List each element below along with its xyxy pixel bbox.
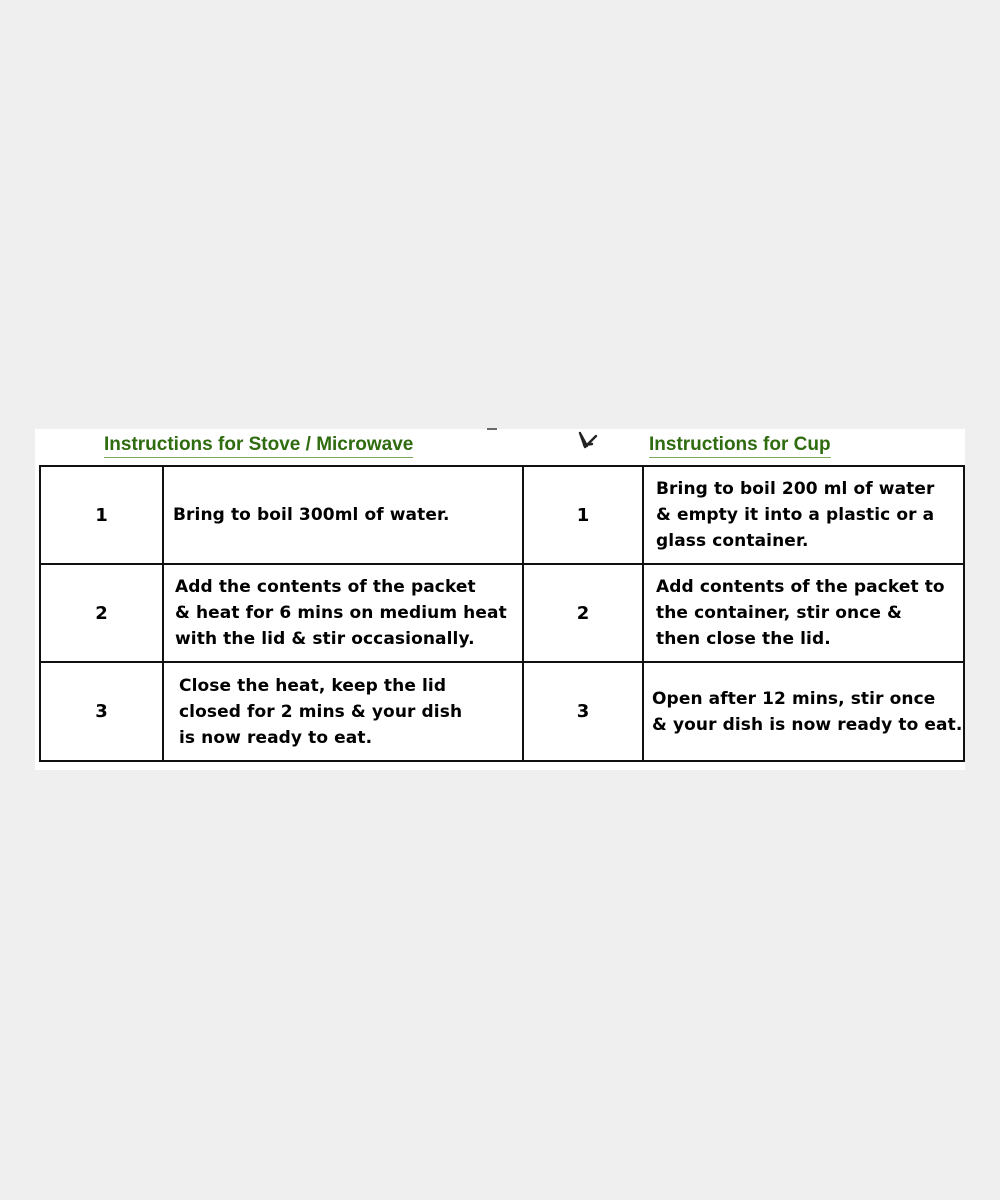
cup-step-text: Bring to boil 200 ml of water & empty it into a plastic or a glass container. [643,466,964,564]
cup-step-number: 1 [523,466,643,564]
decorative-dash [487,428,497,430]
stove-step-number: 3 [40,662,163,761]
table-row [40,466,964,564]
cup-step-text: Add contents of the packet to the container, stir once & then close the lid. [643,564,964,662]
stove-step-number: 1 [40,466,163,564]
stove-step-text: Add the contents of the packet & heat for 6 mins on medium heat with the lid & stir occasionally. [163,564,523,662]
stove-instructions-heading: Instructions for Stove / Microwave [104,433,413,458]
table-row [40,662,964,761]
stove-step-text: Bring to boil 300ml of water. [163,466,523,564]
stove-step-text: Close the heat, keep the lid closed for 2 mins & your dish is now ready to eat. [163,662,523,761]
cup-instructions-heading: Instructions for Cup [649,433,831,458]
cup-step-number: 3 [523,662,643,761]
decorative-sprig-icon [578,430,600,450]
cup-step-number: 2 [523,564,643,662]
instructions-table [39,465,965,762]
stove-step-number: 2 [40,564,163,662]
table-row [40,564,964,662]
cup-step-text: Open after 12 mins, stir once & your dish is now ready to eat. [643,662,964,761]
